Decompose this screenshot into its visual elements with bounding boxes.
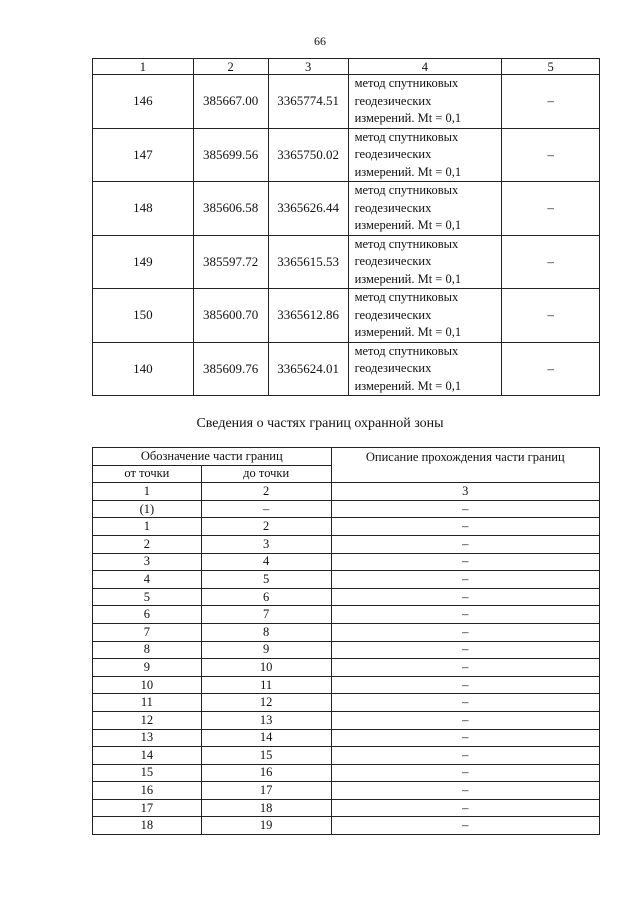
method-cell xyxy=(348,289,502,343)
from-point-cell: 6 xyxy=(93,606,202,624)
col-header-4: 4 xyxy=(348,59,502,75)
method-line: метод спутниковых xyxy=(354,129,459,144)
description-cell: – xyxy=(331,711,599,729)
from-point-cell: 3 xyxy=(93,553,202,571)
method-line: измерений. Mt = 0,1 xyxy=(354,378,462,393)
coord-x: 385600.70 xyxy=(193,289,268,343)
boundary-header-row xyxy=(93,448,600,466)
point-number: 146 xyxy=(93,75,194,129)
table-row xyxy=(93,711,600,729)
to-point-cell: 18 xyxy=(201,799,331,817)
page-number: 66 xyxy=(314,34,326,48)
to-point-cell: 16 xyxy=(201,764,331,782)
from-point-cell: 13 xyxy=(93,729,202,747)
boundary-number-row xyxy=(93,483,600,501)
description-cell: – xyxy=(331,606,599,624)
from-point-cell: 15 xyxy=(93,764,202,782)
from-point-cell: 4 xyxy=(93,571,202,589)
note-cell: – xyxy=(502,235,600,289)
from-point-header: от точки xyxy=(93,465,202,483)
point-number: 148 xyxy=(93,182,194,236)
coord-y: 3365615.53 xyxy=(268,235,348,289)
from-point-cell: 2 xyxy=(93,535,202,553)
method-cell xyxy=(348,75,502,129)
coord-y: 3365626.44 xyxy=(268,182,348,236)
from-point-cell: 7 xyxy=(93,623,202,641)
note-cell: – xyxy=(502,128,600,182)
table-row xyxy=(93,128,600,182)
table-row xyxy=(93,623,600,641)
table-row xyxy=(93,694,600,712)
coord-x: 385667.00 xyxy=(193,75,268,129)
method-line: метод спутниковых xyxy=(354,76,459,90)
from-point-cell: 5 xyxy=(93,588,202,606)
from-point-cell: (1) xyxy=(93,500,202,518)
from-point-cell: 18 xyxy=(93,817,202,835)
coord-x: 385609.76 xyxy=(193,342,268,396)
table-row xyxy=(93,500,600,518)
from-point-cell: 11 xyxy=(93,694,202,712)
method-line: геодезических xyxy=(354,361,432,375)
from-point-cell: 9 xyxy=(93,659,202,677)
method-cell xyxy=(348,128,502,182)
to-point-cell: 3 xyxy=(201,535,331,553)
method-cell xyxy=(348,342,502,396)
coordinates-header-row xyxy=(93,59,600,75)
method-line: метод спутниковых xyxy=(354,290,459,304)
method-cell xyxy=(348,182,502,236)
note-cell: – xyxy=(502,342,600,396)
table-row xyxy=(93,606,600,624)
from-point-cell: 16 xyxy=(93,782,202,800)
boundary-parts-table xyxy=(92,447,600,835)
description-header: Описание прохождения части границ xyxy=(331,448,599,483)
table-row xyxy=(93,235,600,289)
note-cell: – xyxy=(502,75,600,129)
description-cell: – xyxy=(331,659,599,677)
from-point-cell: 10 xyxy=(93,676,202,694)
table-row xyxy=(93,747,600,765)
table-row xyxy=(93,182,600,236)
method-line: метод спутниковых xyxy=(354,343,459,358)
to-point-cell: 14 xyxy=(201,729,331,747)
from-point-cell: 8 xyxy=(93,641,202,659)
description-cell: – xyxy=(331,729,599,747)
number-cell: 1 xyxy=(93,483,202,501)
description-cell: – xyxy=(331,817,599,835)
method-line: измерений. Mt = 0,1 xyxy=(354,271,462,286)
coord-y: 3365750.02 xyxy=(268,128,348,182)
to-point-cell: 17 xyxy=(201,782,331,800)
method-line: метод спутниковых xyxy=(354,236,459,251)
to-point-cell: 6 xyxy=(201,588,331,606)
description-cell: – xyxy=(331,500,599,518)
table-row xyxy=(93,289,600,343)
description-cell: – xyxy=(331,535,599,553)
description-cell: – xyxy=(331,518,599,536)
col-header-3: 3 xyxy=(268,59,348,75)
coord-y: 3365612.86 xyxy=(268,289,348,343)
description-cell: – xyxy=(331,571,599,589)
from-point-cell: 17 xyxy=(93,799,202,817)
table-row xyxy=(93,518,600,536)
method-cell xyxy=(348,235,502,289)
to-point-cell: 7 xyxy=(201,606,331,624)
method-line: измерений. Mt = 0,1 xyxy=(354,111,462,125)
point-number: 140 xyxy=(93,342,194,396)
description-cell: – xyxy=(331,676,599,694)
description-cell: – xyxy=(331,694,599,712)
coord-y: 3365624.01 xyxy=(268,342,348,396)
method-line: геодезических xyxy=(354,147,432,161)
to-point-cell: 15 xyxy=(201,747,331,765)
number-cell: 3 xyxy=(331,483,599,501)
point-number: 147 xyxy=(93,128,194,182)
coord-x: 385606.58 xyxy=(193,182,268,236)
to-point-cell: 2 xyxy=(201,518,331,536)
point-number: 150 xyxy=(93,289,194,343)
to-point-cell: 4 xyxy=(201,553,331,571)
col-header-5: 5 xyxy=(502,59,600,75)
table-row xyxy=(93,535,600,553)
table-row xyxy=(93,659,600,677)
method-line: метод спутниковых xyxy=(354,183,459,197)
designation-header: Обозначение части границ xyxy=(93,448,332,466)
to-point-cell: 12 xyxy=(201,694,331,712)
section-title: Сведения о частях границ охранной зоны xyxy=(196,416,444,431)
method-line: геодезических xyxy=(354,93,432,108)
table-row xyxy=(93,764,600,782)
table-row xyxy=(93,676,600,694)
to-point-cell: 13 xyxy=(201,711,331,729)
to-point-header: до точки xyxy=(201,465,331,483)
to-point-cell: 5 xyxy=(201,571,331,589)
description-cell: – xyxy=(331,747,599,765)
from-point-cell: 14 xyxy=(93,747,202,765)
col-header-1: 1 xyxy=(93,59,194,75)
method-line: геодезических xyxy=(354,307,432,322)
table-row xyxy=(93,571,600,589)
note-cell: – xyxy=(502,289,600,343)
method-line: измерений. Mt = 0,1 xyxy=(354,164,462,179)
method-line: измерений. Mt = 0,1 xyxy=(354,218,462,232)
description-cell: – xyxy=(331,799,599,817)
table-row xyxy=(93,799,600,817)
description-cell: – xyxy=(331,782,599,800)
table-row xyxy=(93,641,600,659)
description-cell: – xyxy=(331,588,599,606)
table-row xyxy=(93,75,600,129)
coord-x: 385699.56 xyxy=(193,128,268,182)
table-row xyxy=(93,782,600,800)
from-point-cell: 12 xyxy=(93,711,202,729)
description-cell: – xyxy=(331,553,599,571)
table-row xyxy=(93,817,600,835)
table-row xyxy=(93,553,600,571)
from-point-cell: 1 xyxy=(93,518,202,536)
to-point-cell: – xyxy=(201,500,331,518)
coord-y: 3365774.51 xyxy=(268,75,348,129)
to-point-cell: 11 xyxy=(201,676,331,694)
description-cell: – xyxy=(331,623,599,641)
to-point-cell: 19 xyxy=(201,817,331,835)
point-number: 149 xyxy=(93,235,194,289)
number-cell: 2 xyxy=(201,483,331,501)
to-point-cell: 9 xyxy=(201,641,331,659)
to-point-cell: 8 xyxy=(201,623,331,641)
method-line: измерений. Mt = 0,1 xyxy=(354,325,462,339)
coord-x: 385597.72 xyxy=(193,235,268,289)
method-line: геодезических xyxy=(354,254,432,268)
table-row xyxy=(93,342,600,396)
col-header-2: 2 xyxy=(193,59,268,75)
coordinates-table xyxy=(92,58,600,396)
to-point-cell: 10 xyxy=(201,659,331,677)
table-row xyxy=(93,729,600,747)
table-row xyxy=(93,588,600,606)
description-cell: – xyxy=(331,764,599,782)
note-cell: – xyxy=(502,182,600,236)
description-cell: – xyxy=(331,641,599,659)
method-line: геодезических xyxy=(354,200,432,215)
